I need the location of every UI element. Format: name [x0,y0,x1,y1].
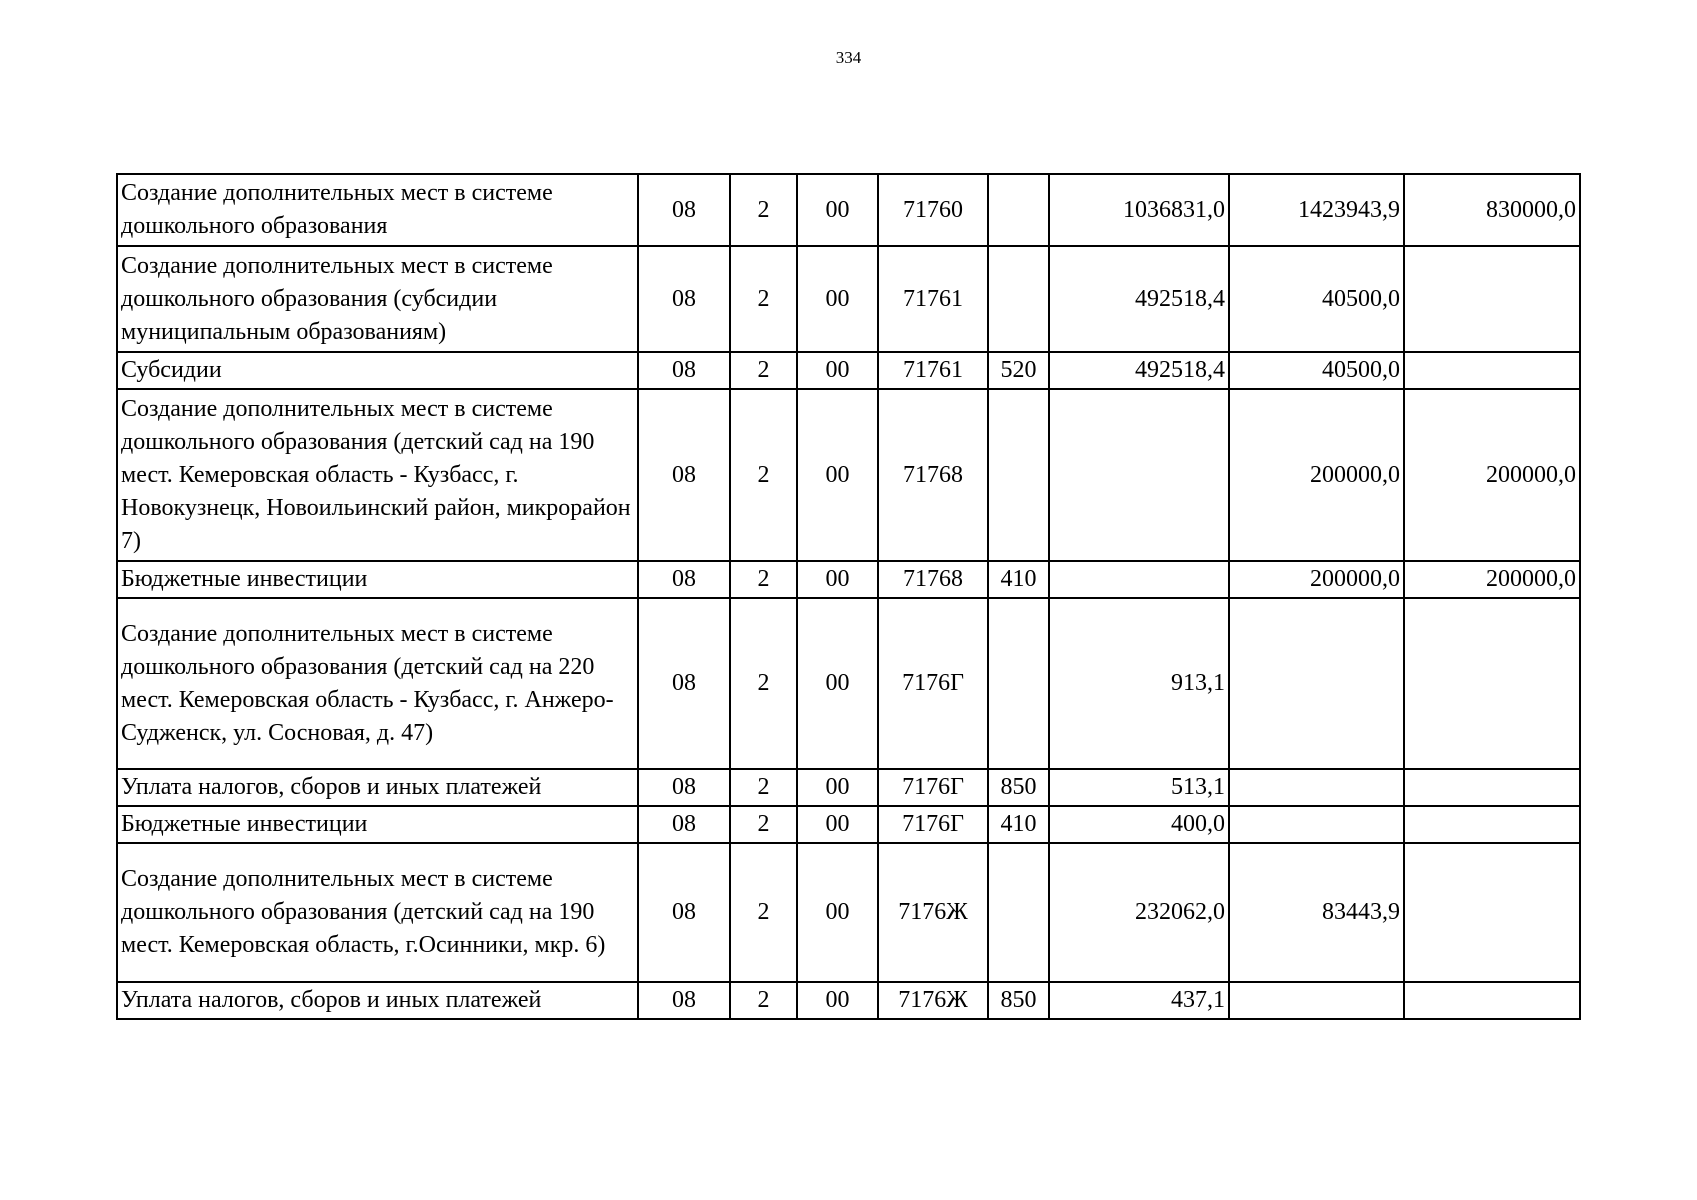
expense-type-code: 850 [988,982,1049,1019]
amount-2: 40500,0 [1229,352,1404,389]
amount-1: 1036831,0 [1049,174,1229,246]
amount-1: 232062,0 [1049,843,1229,982]
direction-code: 7176Г [878,598,988,769]
amount-2: 200000,0 [1229,561,1404,598]
table-row [117,982,1580,1019]
expense-type-code [988,174,1049,246]
expense-type-code: 410 [988,806,1049,843]
amount-3 [1404,982,1580,1019]
amount-3 [1404,769,1580,806]
table-row [117,598,1580,769]
table-row [117,769,1580,806]
direction-code: 71768 [878,389,988,561]
amount-2: 40500,0 [1229,246,1404,352]
amount-2 [1229,982,1404,1019]
subprogram-code: 00 [797,246,878,352]
table-row [117,806,1580,843]
expense-type-code: 850 [988,769,1049,806]
program-code: 2 [730,843,797,982]
direction-code: 7176Г [878,806,988,843]
direction-code: 7176Ж [878,843,988,982]
expense-type-code [988,598,1049,769]
program-code: 2 [730,174,797,246]
row-description: Создание дополнительных мест в системе дошкольного образования (детский сад на 190 мест. Кемеровская область - Кузбасс, г. Новокузнецк, Новоильинский район, микрорайон 7) [117,389,638,561]
program-code: 2 [730,352,797,389]
subprogram-code: 00 [797,806,878,843]
amount-2: 1423943,9 [1229,174,1404,246]
amount-1: 492518,4 [1049,352,1229,389]
amount-3 [1404,843,1580,982]
amount-1: 437,1 [1049,982,1229,1019]
section-code: 08 [638,982,730,1019]
amount-1 [1049,389,1229,561]
table-row [117,561,1580,598]
amount-2 [1229,769,1404,806]
direction-code: 71760 [878,174,988,246]
page-number: 334 [835,48,862,67]
subprogram-code: 00 [797,352,878,389]
expense-type-code: 520 [988,352,1049,389]
row-description: Создание дополнительных мест в системе дошкольного образования (детский сад на 190 мест. Кемеровская область, г.Осинники, мкр. 6) [117,843,638,982]
row-description: Создание дополнительных мест в системе дошкольного образования [117,174,638,246]
program-code: 2 [730,561,797,598]
amount-3 [1404,806,1580,843]
table-row [117,174,1580,246]
direction-code: 7176Ж [878,982,988,1019]
table-row [117,352,1580,389]
program-code: 2 [730,598,797,769]
section-code: 08 [638,806,730,843]
program-code: 2 [730,246,797,352]
amount-3: 830000,0 [1404,174,1580,246]
subprogram-code: 00 [797,174,878,246]
subprogram-code: 00 [797,389,878,561]
section-code: 08 [638,561,730,598]
direction-code: 7176Г [878,769,988,806]
row-description: Субсидии [117,352,638,389]
amount-3: 200000,0 [1404,389,1580,561]
amount-3 [1404,246,1580,352]
amount-1: 913,1 [1049,598,1229,769]
section-code: 08 [638,352,730,389]
expense-type-code [988,843,1049,982]
expense-type-code [988,246,1049,352]
program-code: 2 [730,389,797,561]
subprogram-code: 00 [797,982,878,1019]
row-description: Бюджетные инвестиции [117,806,638,843]
section-code: 08 [638,843,730,982]
section-code: 08 [638,769,730,806]
row-description: Уплата налогов, сборов и иных платежей [117,982,638,1019]
amount-3 [1404,352,1580,389]
subprogram-code: 00 [797,561,878,598]
subprogram-code: 00 [797,598,878,769]
table-row [117,246,1580,352]
amount-1: 492518,4 [1049,246,1229,352]
section-code: 08 [638,389,730,561]
direction-code: 71768 [878,561,988,598]
row-description: Бюджетные инвестиции [117,561,638,598]
amount-1: 400,0 [1049,806,1229,843]
section-code: 08 [638,246,730,352]
amount-1: 513,1 [1049,769,1229,806]
expense-type-code [988,389,1049,561]
subprogram-code: 00 [797,843,878,982]
direction-code: 71761 [878,352,988,389]
amount-2: 83443,9 [1229,843,1404,982]
program-code: 2 [730,769,797,806]
amount-3 [1404,598,1580,769]
row-description: Создание дополнительных мест в системе дошкольного образования (детский сад на 220 мест. Кемеровская область - Кузбасс, г. Анжеро-Судженск, ул. Сосновая, д. 47) [117,598,638,769]
row-description: Уплата налогов, сборов и иных платежей [117,769,638,806]
amount-2: 200000,0 [1229,389,1404,561]
program-code: 2 [730,806,797,843]
amount-1 [1049,561,1229,598]
table-row [117,389,1580,561]
section-code: 08 [638,174,730,246]
amount-3: 200000,0 [1404,561,1580,598]
program-code: 2 [730,982,797,1019]
amount-2 [1229,598,1404,769]
subprogram-code: 00 [797,769,878,806]
direction-code: 71761 [878,246,988,352]
amount-2 [1229,806,1404,843]
expense-type-code: 410 [988,561,1049,598]
section-code: 08 [638,598,730,769]
budget-table [116,173,1581,1020]
table-row [117,843,1580,982]
row-description: Создание дополнительных мест в системе дошкольного образования (субсидии муниципальным образованиям) [117,246,638,352]
